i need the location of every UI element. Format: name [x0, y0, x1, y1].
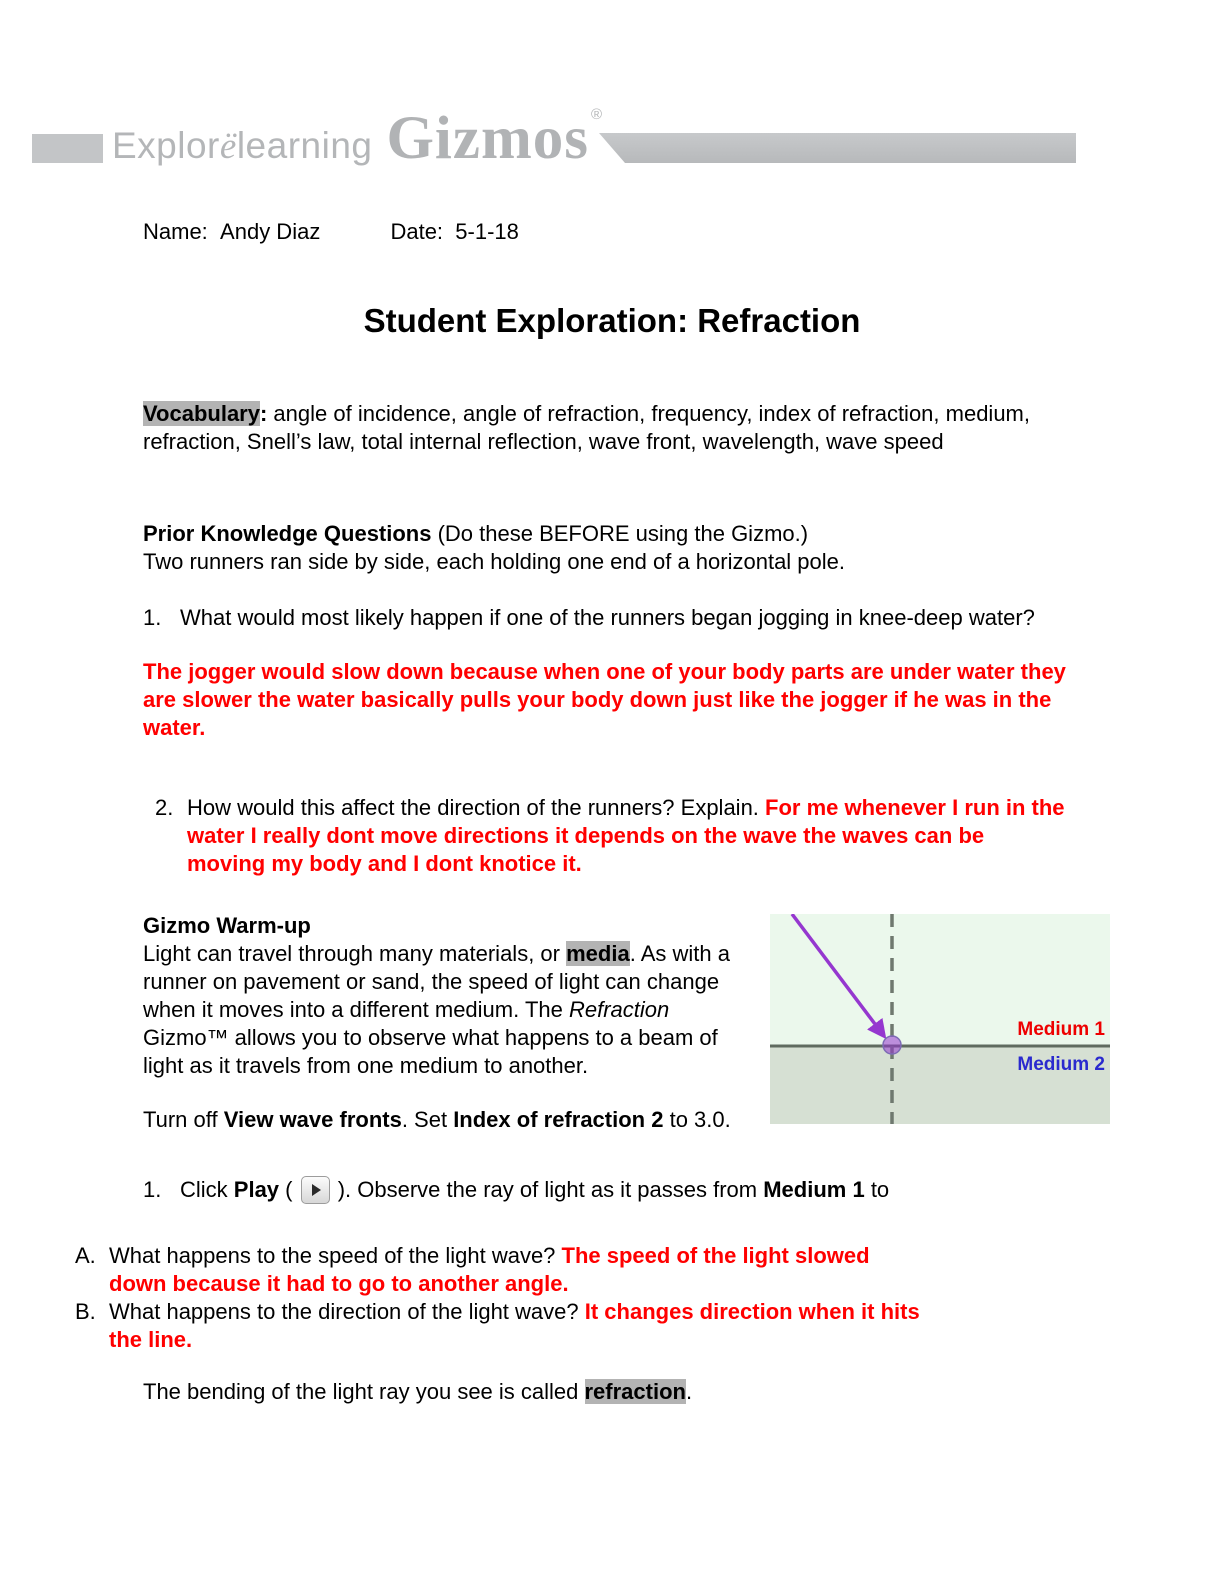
question-2-number: 2. [155, 795, 174, 820]
name-label: Name: [143, 219, 208, 244]
prior-knowledge-heading: Prior Knowledge Questions (Do these BEFORE using the Gizmo.) [143, 521, 809, 546]
refraction-diagram [770, 914, 1110, 1124]
question-b-text: What happens to the direction of the light wave? It changes direction when it hits the line. [109, 1299, 920, 1352]
answer-a: The speed of the light slowed down because it had to go to another angle. [109, 1243, 870, 1296]
closing-sentence: The bending of the light ray you see is called refraction. [143, 1379, 693, 1404]
registered-trademark-symbol: ® [591, 106, 603, 123]
warmup-heading: Gizmo Warm-up [143, 913, 311, 938]
question-2-text: How would this affect the direction of the runners? Explain. For me whenever I run in the water I really dont move directions it depends on the wave the waves can be moving my body and I dont knotice it. [187, 795, 1065, 876]
question-a-text: What happens to the speed of the light wave? The speed of the light slowed down because it had to go to another angle. [109, 1243, 870, 1296]
brand-header [0, 0, 1224, 192]
warmup-paragraph: Light can travel through many materials, or media. As with a runner on pavement or sand, the speed of light can change when it moves into a different medium. The Refraction Gizmo™ allows you to observe what happens to a beam of light as it travels from one medium to another. [143, 941, 730, 1078]
logo-right-bar [599, 133, 1076, 163]
question-a [75, 1242, 1084, 1298]
question-1 [143, 604, 1084, 632]
explorelearning-wordmark: Explorëlearning [112, 125, 373, 167]
question-1-text: What would most likely happen if one of the runners began jogging in knee-deep water? [180, 605, 1035, 630]
gizmos-wordmark: Gizmos [386, 105, 590, 172]
date-label: Date: [390, 219, 444, 244]
explorelearning-gizmos-logo [112, 104, 602, 174]
play-button-icon [301, 1176, 330, 1204]
question-2 [155, 794, 1224, 878]
refraction-gizmo-name: Refraction [568, 997, 670, 1022]
prior-knowledge-intro: Two runners ran side by side, each holding one end of a horizontal pole. [143, 549, 846, 574]
answer-2: For me whenever I run in the water I really dont move directions it depends on the wave the waves can be moving my body and I dont knotice it. [187, 795, 1065, 876]
gizmo-warmup-section [143, 912, 1105, 1134]
date-value: 5-1-18 [455, 219, 519, 244]
incidence-point [883, 1036, 901, 1054]
stylized-e-glyph: ë [219, 126, 237, 167]
page-title: Student Exploration: Refraction [363, 302, 861, 339]
name-value: Andy Diaz [220, 219, 321, 244]
question-a-number: A. [75, 1243, 96, 1268]
name-date-row [143, 218, 1224, 246]
question-b-number: B. [75, 1299, 96, 1324]
question-b [75, 1298, 1084, 1354]
setup-instruction: Turn off View wave fronts. Set Index of refraction 2 to 3.0. [143, 1107, 731, 1132]
activity-step-1-number: 1. [143, 1177, 162, 1202]
question-1-number: 1. [143, 605, 162, 630]
vocabulary-term: Vocabulary [143, 401, 260, 426]
logo-left-bar [32, 134, 103, 163]
activity-step-1-text: Click Play ( ). Observe the ray of light as it passes from Medium 1 to [180, 1177, 890, 1202]
answer-b: It changes direction when it hits the line. [109, 1299, 920, 1352]
play-triangle-glyph [312, 1184, 321, 1196]
media-term: media [566, 941, 630, 966]
answer-1: The jogger would slow down because when one of your body parts are under water they are slower the water basically pulls your body down just like the jogger if he was in the water. [143, 659, 1066, 740]
activity-step-1 [143, 1176, 1084, 1204]
medium-1-label: Medium 1 [1017, 1019, 1105, 1040]
vocabulary-paragraph: Vocabulary: angle of incidence, angle of refraction, frequency, index of refraction, medium, refraction, Snell’s law, total internal reflection, wave front, wavelength, wave speed [143, 401, 1030, 454]
refraction-term: refraction [584, 1379, 686, 1404]
medium-2-label: Medium 2 [1017, 1054, 1105, 1075]
vocabulary-list: angle of incidence, angle of refraction, frequency, index of refraction, medium, refraction, Snell’s law, total internal reflection, wave front, wavelength, wave speed [143, 401, 1030, 454]
